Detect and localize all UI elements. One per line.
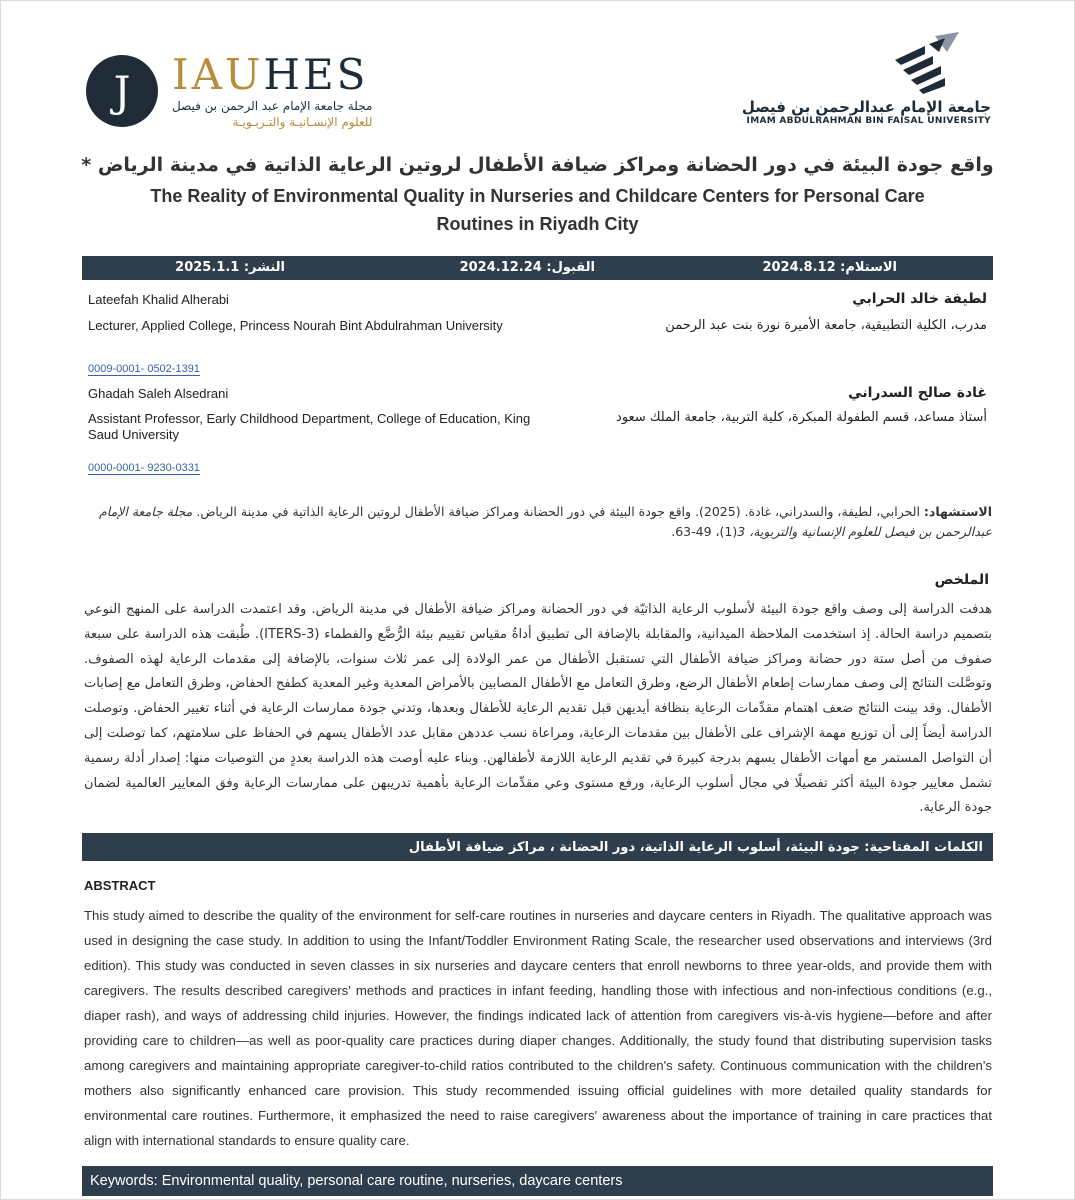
author1-name-ar: لطيفة خالد الحرابي [852,291,987,307]
abstract-ar-heading: الملخص [934,572,989,588]
citation [86,502,992,542]
abstract-en-body: This study aimed to describe the quality of the environment for self-care routines in nurseries and daycare centers in Riyadh. The qualitative approach was used in designing the case study. In addition to using the Infant/Toddler Environment Rating Scale, the researcher used observations and interviews (3rd edition). This study was conducted in seven classes in six nurseries and daycare centers that enroll newborns to three year-olds, and provide them with caregivers. The results described caregivers' methods and practices in infant feeding, handling those with infectious and non-infectious conditions (e.g., diaper rash), and ways of addressing child injuries. However, the findings indicated lack of attention from caregivers vis-à-vis hygiene—before and after providing care to children—as well as poor-quality care practices during diaper changes. Additionally, the study found that distributing supervision tasks among caregivers and maintaining appropriate caregiver-to-child ratios contributed to the children's safety. Continuous communication with the children's mothers also significantly enhanced care provision. This study recommended issuing official guidelines with more detailed quality standards for environmental care routines. Furthermore, it emphasized the need to raise caregivers' awareness about the importance of training in care practices that align with international standards to ensure quality care. [84,908,992,1148]
journal-name-line1: مجلة جامعة الإمام عبد الرحمن بن فيصل [172,99,373,113]
abstract-ar-body: هدفت الدراسة إلى وصف واقع جودة البيئة لأسلوب الرعاية الذاتيّة في دور الحضانة ومراكز ضيافة الأطفال في مدينة الرياض. وقد اعتمدت الدراسة على المنهج النوعي بتصميم دراسة الحالة. إذ استخدمت الملاحظة الميدانية، والمقابلة بالإضافة الى تطبيق أداةُ مقياس تقييم بيئة الرُّضَّع والفطماء (ITERS-3). طُبقت هذه الدراسة على سبعة صفوف من أصل ستة دور حضانة ومراكز ضيافة الأطفال التي تستقبل الأطفال من عمر الولادة إلى عمر ثلاث سنوات، بالإضافة إلى مقدمات الرعاية لهذه الصفوف. وتوصَّلت النتائج إلى وصف ممارسات إطعام الأطفال الرضع، وطرق التعامل مع الأطفال المصابين بالأمراض المعدية وغير المعدية كطفح الحفاض، وطرق التعامل مع إصابات الأطفال. وقد بينت النتائج ضعف اهتمام مقدِّمات الرعاية بنظافة أيديهن قبل تقديم الرعاية للأطفال وبعدها، وتدني جودة ممارسات الرعاية في أثناء تغيير الحفاض. وتوصلت الدراسة أيضاً إلى أن توزيع مهمة الإشراف على الأطفال بين مقدمات الرعاية، ومراعاة نسب عددهن مقابل عدد الأطفال يسهم في الحفاظ على سلامتهم، كما توصلت إلى أن التواصل المستمر مع أمهات الأطفال يسهم بدرجة كبيرة في تقديم الرعاية اللازمة لأطفالهن. وبناء عليه أوصت هذه الدراسة بعددٍ من التوصيات منها: إصدار أدلة رسمية تشمل معايير جودة البيئة أكثر تفصيلًا في مجال أسلوب الرعاية، ورفع مستوى وعي مقدِّمات الرعاية بأهمية تدريبهن على ممارسات الرعاية وفق المعايير العالمية لضمان جودة الرعاية. [84,602,992,816]
author2-name-ar: غادة صالح السدراني [848,385,987,401]
keywords-ar-bar [82,833,993,861]
title-english: The Reality of Environmental Quality in Nurseries and Childcare Centers for Personal Care Routines in Riyadh City [150,186,925,234]
university-name-ar: جامعة الإمام عبدالرحمن بن فيصل [741,98,991,116]
dates-bar [82,256,993,280]
citation-label: الاستشهاد: [923,504,992,519]
received-date: الاستلام: 2024.8.12 [762,260,897,275]
published-date: النشر: 2025.1.1 [175,260,285,275]
author1-affiliation-en: Lecturer, Applied College, Princess Nourah Bint Abdulrahman University [88,318,503,333]
author1-affiliation-ar: مدرب، الكلية التطبيقية، جامعة الأميرة نورة بنت عبد الرحمن [665,318,987,333]
journal-acronym-dark: HES [263,50,369,99]
university-logo [742,30,991,126]
university-name-en: IMAM ABDULRAHMAN BIN FAISAL UNIVERSITY [746,116,991,126]
author2-orcid-link[interactable]: 0000-0001- 9230-0331 [88,462,200,474]
author2-name-en: Ghadah Saleh Alsedrani [88,386,229,401]
citation-text: الحرابي، لطيفة، والسدراني، غادة. (2025). واقع جودة البيئة في دور الحضانة ومراكز ضيافة الأطفال لروتين الرعاية الذاتية في مدينة الرياض. [192,504,924,519]
author1-name-en: Lateefah Khalid Alherabi [88,292,229,307]
author2-affiliation-ar: أستاذ مساعد، قسم الطفولة المبكرة، كلية التربية، جامعة الملك سعود [616,410,987,425]
abstract-en-heading: ABSTRACT [84,878,156,893]
title-arabic: واقع جودة البيئة في دور الحضانة ومراكز ضيافة الأطفال لروتين الرعاية الذاتية في مدينة الرياض * [81,154,994,176]
citation-journal: مجلة جامعة الإمام عبدالرحمن بن فيصل للعلوم الإنسانية والتربوية، 3 [99,504,992,539]
keywords-en-bar [82,1166,993,1196]
journal-letter-badge: J [86,55,158,127]
keywords-en: Keywords: Environmental quality, personal care routine, nurseries, daycare centers [90,1173,623,1189]
keywords-ar: الكلمات المفتاحية: جودة البيئة، أسلوب الرعاية الذاتية، دور الحضانة ، مراكز ضيافة الأطفال [408,840,983,855]
journal-logo [86,52,372,130]
author2-affiliation-en: Assistant Professor, Early Childhood Department, College of Education, King Saud University [88,411,531,442]
journal-name-line2: للعلوم الإنسـانيـة والتـربـويـة [232,115,373,129]
university-emblem-icon [889,30,961,94]
citation-pages: (1)، 49-63. [671,524,738,539]
author1-orcid-link[interactable]: 0009-0001- 0502-1391 [88,363,200,375]
journal-acronym-gold: IAU [172,50,264,99]
journal-acronym [172,52,372,98]
accepted-date: القبول: 2024.12.24 [459,260,595,275]
